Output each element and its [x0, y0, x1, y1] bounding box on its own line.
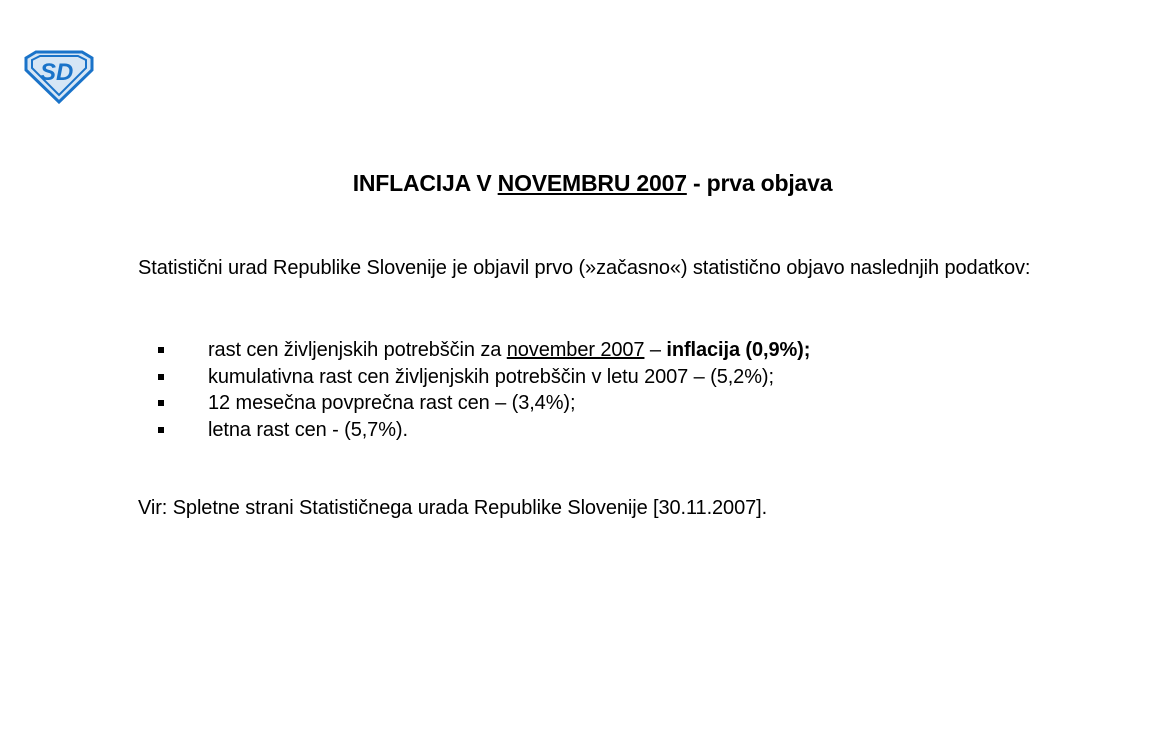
- square-bullet-icon: [158, 400, 164, 406]
- list-item: [138, 364, 1047, 391]
- title-part1: INFLACIJA V: [352, 170, 498, 196]
- sd-logo: [22, 48, 96, 104]
- bullet-dash: –: [644, 339, 667, 361]
- list-item: [138, 337, 1047, 364]
- square-bullet-icon: [158, 374, 164, 380]
- sd-shield-logo-icon: [22, 48, 96, 104]
- page-title: [0, 170, 1157, 197]
- list-item: [138, 417, 1047, 444]
- bullet-text: 12 mesečna povprečna rast cen – (3,4%);: [208, 392, 576, 414]
- bullet-inflation: inflacija (0,9%);: [666, 339, 811, 361]
- title-part3: - prva objava: [686, 170, 833, 196]
- svg-text:S: S: [40, 59, 57, 86]
- list-item: [138, 390, 1047, 417]
- square-bullet-icon: [158, 347, 164, 353]
- square-bullet-icon: [158, 427, 164, 433]
- bullet-text: rast cen življenjskih potrebščin za: [208, 339, 507, 361]
- bullet-month: november 2007: [506, 339, 645, 361]
- svg-text:D: D: [56, 59, 74, 86]
- title-month: NOVEMBRU 2007: [497, 170, 687, 196]
- bullet-text: letna rast cen - (5,7%).: [208, 418, 408, 441]
- source-note: Vir: Spletne strani Statističnega urada Republike Slovenije [30.11.2007].: [138, 497, 768, 519]
- bullet-text: kumulativna rast cen življenjskih potrebščin v letu 2007 – (5,2%);: [208, 365, 774, 388]
- data-list: [138, 337, 1047, 443]
- intro-paragraph: Statistični urad Republike Slovenije je objavil prvo (»začasno«) statistično objavo naslednjih podatkov:: [138, 257, 1031, 279]
